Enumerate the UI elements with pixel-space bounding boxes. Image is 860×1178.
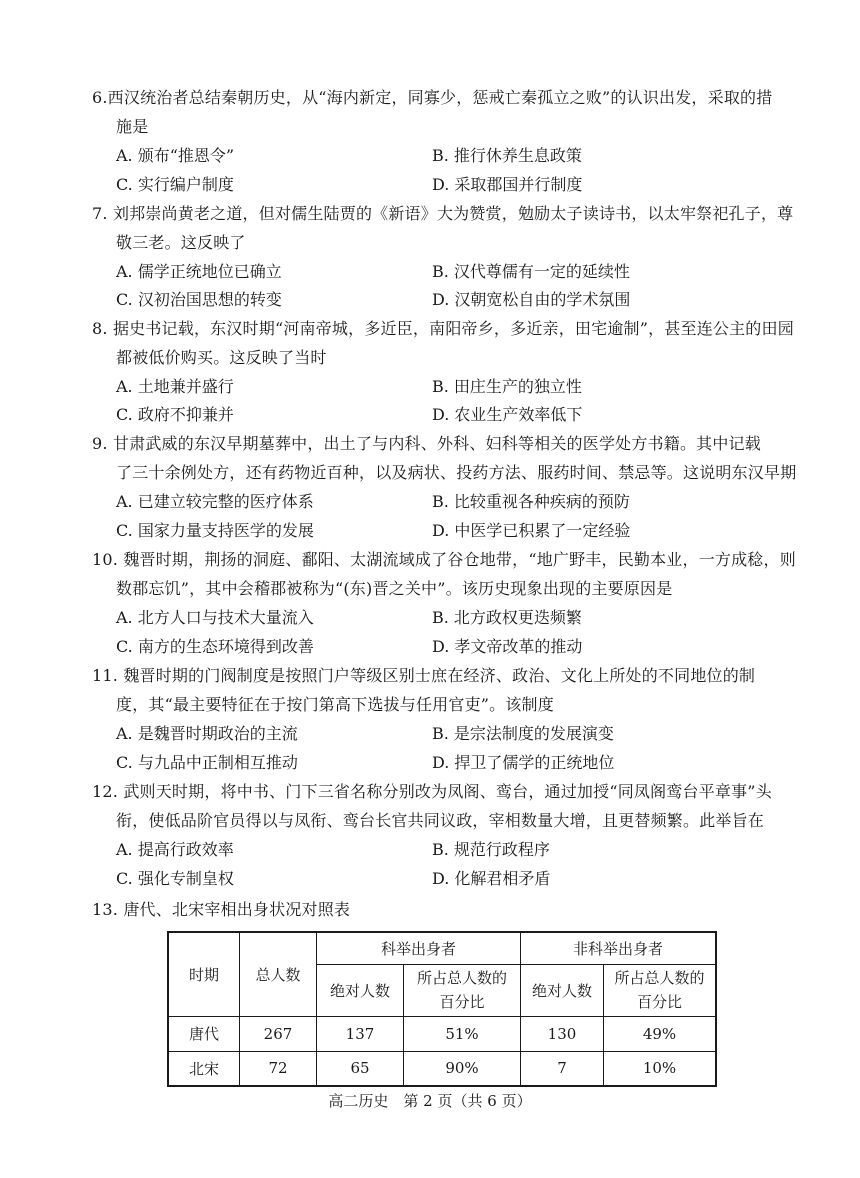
q8-option-c: C. 政府不抑兼并 [116, 405, 234, 424]
q13-title: 13. 唐代、北宋宰相出身状况对照表 [92, 900, 351, 919]
q11-stem-line1: 11. 魏晋时期的门阀制度是按照门户等级区别士庶在经济、政治、文化上所处的不同地位的制 [92, 666, 756, 685]
header-nonkeju-abs: 绝对人数 [521, 964, 604, 1016]
q10-option-c: C. 南方的生态环境得到改善 [116, 637, 314, 656]
q8-stem-line1: 8. 据史书记载，东汉时期“河南帝城，多近臣，南阳帝乡，多近亲，田宅逾制”，甚至连公主的田园 [92, 319, 794, 338]
header-nonkeju-pct-line1: 所占总人数的 [614, 969, 705, 987]
cell-nonkeju-pct: 49% [604, 1016, 717, 1051]
q12-option-c: C. 强化专制皇权 [116, 869, 234, 888]
header-keju-pct [404, 964, 521, 1016]
q8-option-d: D. 农业生产效率低下 [432, 405, 583, 424]
q6-option-c: C. 实行编户制度 [116, 175, 234, 194]
header-keju-abs: 绝对人数 [317, 964, 404, 1016]
q8-stem-line2: 都被低价购买。这反映了当时 [116, 348, 327, 367]
q11-option-c: C. 与九品中正制相互推动 [116, 753, 298, 772]
cell-nonkeju-abs: 7 [521, 1051, 604, 1086]
cell-keju-abs: 65 [317, 1051, 404, 1086]
q6-stem-line1: 6.西汉统治者总结秦朝历史，从“海内新定，同寡少，惩戒亡秦孤立之败”的认识出发，采取的措 [92, 88, 773, 107]
cell-period: 北宋 [168, 1051, 240, 1086]
cell-period: 唐代 [168, 1016, 240, 1051]
cell-keju-abs: 137 [317, 1016, 404, 1051]
cell-keju-pct: 90% [404, 1051, 521, 1086]
header-period: 时期 [168, 932, 240, 1016]
header-total: 总人数 [240, 932, 317, 1016]
table-row [168, 1051, 716, 1086]
q9-stem-line1: 9. 甘肃武威的东汉早期墓葬中，出土了与内科、外科、妇科等相关的医学处方书籍。其中记载 [92, 434, 761, 453]
q11-stem-line2: 度，其“最主要特征在于按门第高下选拔与任用官吏”。该制度 [116, 695, 554, 714]
q6-option-b: B. 推行休养生息政策 [432, 146, 582, 165]
cell-total: 267 [240, 1016, 317, 1051]
chancellor-origin-table [167, 931, 717, 1087]
q12-option-b: B. 规范行政程序 [432, 840, 550, 859]
cell-keju-pct: 51% [404, 1016, 521, 1051]
cell-nonkeju-abs: 130 [521, 1016, 604, 1051]
q8-option-a: A. 土地兼并盛行 [116, 377, 234, 396]
q7-stem-line1: 7. 刘邦崇尚黄老之道，但对儒生陆贾的《新语》大为赞赏，勉励太子读诗书，以太牢祭祀孔子，尊 [92, 204, 794, 223]
q10-option-a: A. 北方人口与技术大量流入 [116, 608, 314, 627]
table-row [168, 1016, 716, 1051]
q10-option-d: D. 孝文帝改革的推动 [432, 637, 583, 656]
q7-option-b: B. 汉代尊儒有一定的延续性 [432, 262, 630, 281]
q11-option-a: A. 是魏晋时期政治的主流 [116, 724, 298, 743]
q11-option-d: D. 捍卫了儒学的正统地位 [432, 753, 615, 772]
q7-stem-line2: 敬三老。这反映了 [116, 233, 246, 252]
header-keju-pct-line1: 所占总人数的 [416, 969, 507, 987]
q7-option-c: C. 汉初治国思想的转变 [116, 290, 282, 309]
q9-option-a: A. 已建立较完整的医疗体系 [116, 492, 314, 511]
q12-stem-line1: 12. 武则天时期，将中书、门下三省名称分别改为凤阁、鸾台，通过加授“同凤阁鸾台平章事”头 [92, 782, 772, 801]
q7-option-a: A. 儒学正统地位已确立 [116, 262, 282, 281]
q9-option-b: B. 比较重视各种疾病的预防 [432, 492, 630, 511]
q8-option-b: B. 田庄生产的独立性 [432, 377, 582, 396]
q7-option-d: D. 汉朝宽松自由的学术氛围 [432, 290, 631, 309]
header-keju: 科举出身者 [317, 932, 521, 964]
q9-option-c: C. 国家力量支持医学的发展 [116, 521, 314, 540]
q12-option-d: D. 化解君相矛盾 [432, 869, 551, 888]
page-footer: 高二历史 第 2 页（共 6 页） [328, 1092, 532, 1110]
q9-option-d: D. 中医学已积累了一定经验 [432, 521, 631, 540]
q9-stem-line2: 了三十余例处方，还有药物近百种，以及病状、投药方法、服药时间、禁忌等。这说明东汉早期 [116, 463, 797, 482]
header-nonkeju: 非科举出身者 [521, 932, 717, 964]
q10-stem-line2: 数郡忘饥”，其中会稽郡被称为“(东)晋之关中”。该历史现象出现的主要原因是 [116, 579, 673, 598]
cell-nonkeju-pct: 10% [604, 1051, 717, 1086]
header-nonkeju-pct [604, 964, 717, 1016]
q11-option-b: B. 是宗法制度的发展演变 [432, 724, 614, 743]
cell-total: 72 [240, 1051, 317, 1086]
q6-option-a: A. 颁布“推恩令” [116, 146, 235, 165]
header-nonkeju-pct-line2: 百分比 [636, 993, 682, 1011]
q10-option-b: B. 北方政权更迭频繁 [432, 608, 582, 627]
q12-option-a: A. 提高行政效率 [116, 840, 234, 859]
q6-option-d: D. 采取郡国并行制度 [432, 175, 583, 194]
header-keju-pct-line2: 百分比 [439, 993, 485, 1011]
q12-stem-line2: 衔，使低品阶官员得以与凤衔、鸾台长官共同议政，宰相数量大增，且更替频繁。此举旨在 [116, 811, 765, 830]
q10-stem-line1: 10. 魏晋时期，荆扬的洞庭、鄱阳、太湖流域成了谷仓地带，“地广野丰，民勤本业，一方成稔，则 [92, 550, 796, 569]
q6-stem-line2: 施是 [116, 117, 149, 136]
